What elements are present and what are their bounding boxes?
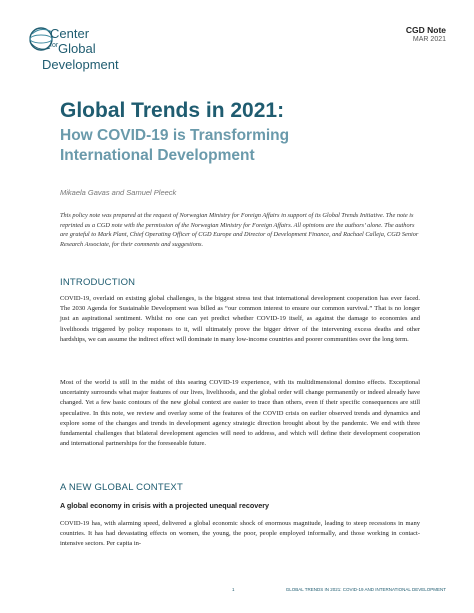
cgd-logo [28,24,138,76]
logo-text-center: Center [50,26,90,41]
subheading-global-economy: A global economy in crisis with a projected unequal recovery [60,501,270,510]
paragraph-intro-2: Most of the world is still in the midst of this searing COVID-19 experience, with its multidimensional domino effects. Exceptional uncertainty surrounds what major features of our lives, livelihoods, and the global order will change permanently or indeed already have changed. Yet a few basic contours of the new global context are easier to trace than others, even if their specific consequences are still speculative. In this note, we review and overlay some of the features of the COVID crisis on earlier observed trends and dynamics and explore some of the changes and trends in development agency strategic direction brought about by the pandemic. We end with three fundamental challenges that bilateral development agencies will need to address, and which will define their development cooperation and international partnerships for the foreseeable future. [60,379,420,448]
logo-text-for: for [50,42,59,49]
section-heading-introduction: INTRODUCTION [60,277,136,288]
logo-text-development: Development [42,57,119,72]
document-title [60,98,450,166]
logo-text-global: Global [58,41,96,56]
title-subtitle-line2: International Development [60,147,255,164]
section-heading-global-context: A NEW GLOBAL CONTEXT [60,482,183,493]
paragraph-global-context-1: COVID-19 has, with alarming speed, delivered a global economic shock of enormous magnitude, leading to steep recessions in many countries. It has had devastating effects on women, the young, the poor, people employed informally, and those working in contact-intensive sectors. Per capita in- [60,520,420,548]
title-main: Global Trends in 2021: [60,99,285,122]
note-label: CGD Note [405,25,446,35]
authors: Mikaela Gavas and Samuel Pleeck [60,188,177,197]
page-number: 1 [232,587,235,592]
title-subtitle-line1: How COVID-19 is Transforming [60,127,290,144]
paragraph-intro-1: COVID-19, overlaid on existing global challenges, is the biggest stress test that international development cooperation has ever faced. The 2030 Agenda for Sustainable Development was billed as “our common interest to ensure our common survival.” That is no longer just an aspirational sentiment. Whilst no one can yet predict whether COVID-19 itself, as against the damage to economies and livelihoods triggered by policy responses to it, will ultimately prove the bigger driver of the intervening excess deaths and other hardships, we can assume the indirect effect will dominate in many low-income countries and poorer communities over the long term. [60,295,420,343]
note-date: MAR 2021 [412,36,446,43]
footer-title: GLOBAL TRENDS IN 2021: COVID-19 AND INTERNATIONAL DEVELOPMENT [285,587,446,592]
policy-note-preface: This policy note was prepared at the request of Norwegian Ministry for Foreign Affairs in support of its Global Trends Initiative. The note is reprinted as a CGD note with the permission of the Norwegian Ministry for Foreign Affairs. All opinions are the authors’ alone. The authors are grateful to Mark Plant, Chief Operating Officer of CGD Europe and Director of Development Finance, and Rachael Calleja, CGD Senior Research Associate, for their comments and suggestions. [60,212,419,248]
note-label-block [406,25,446,43]
